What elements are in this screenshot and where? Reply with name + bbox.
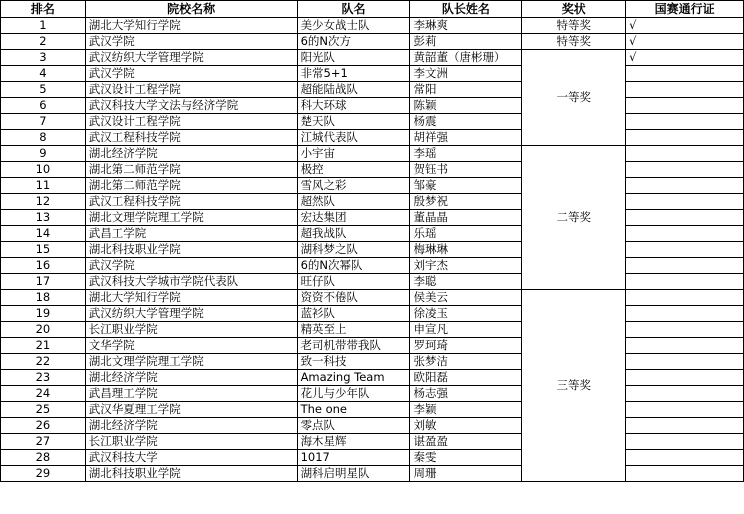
rank-cell[interactable]: 7 — [1, 114, 86, 130]
school-cell[interactable]: 湖北经济学院 — [85, 146, 297, 162]
school-cell[interactable]: 湖北科技职业学院 — [85, 466, 297, 482]
table-row — [1, 146, 744, 162]
cert-cell[interactable] — [626, 290, 744, 306]
school-cell[interactable]: 武汉工程科技学院 — [85, 194, 297, 210]
table-row — [1, 226, 744, 242]
team-cell[interactable]: 致一科技 — [297, 354, 410, 370]
school-cell[interactable]: 武汉学院 — [85, 66, 297, 82]
header-school[interactable]: 院校名称 — [85, 1, 297, 18]
rank-cell[interactable]: 14 — [1, 226, 86, 242]
captain-cell[interactable]: 黄韶董（唐彬珊） — [410, 50, 522, 66]
table-row — [1, 258, 744, 274]
captain-cell[interactable]: 乐瑶 — [410, 226, 522, 242]
award-first-place[interactable]: 一等奖 — [522, 50, 626, 146]
captain-cell[interactable]: 殷梦祝 — [410, 194, 522, 210]
header-award[interactable]: 奖状 — [522, 1, 626, 18]
captain-cell[interactable]: 刘宇杰 — [410, 258, 522, 274]
school-cell[interactable]: 武汉纺织大学管理学院 — [85, 50, 297, 66]
team-cell[interactable]: 1017 — [297, 450, 410, 466]
school-cell[interactable]: 湖北经济学院 — [85, 418, 297, 434]
cert-cell[interactable] — [626, 402, 744, 418]
team-cell[interactable]: 旺仔队 — [297, 274, 410, 290]
table-row — [1, 210, 744, 226]
captain-cell[interactable]: 张梦洁 — [410, 354, 522, 370]
captain-cell[interactable]: 秦雯 — [410, 450, 522, 466]
header-captain[interactable]: 队长姓名 — [410, 1, 522, 18]
table-row — [1, 402, 744, 418]
team-cell[interactable]: 阳光队 — [297, 50, 410, 66]
rank-cell[interactable]: 15 — [1, 242, 86, 258]
rank-cell[interactable]: 19 — [1, 306, 86, 322]
captain-cell[interactable]: 陈颖 — [410, 98, 522, 114]
cert-cell[interactable] — [626, 130, 744, 146]
school-cell[interactable]: 长江职业学院 — [85, 322, 297, 338]
team-cell[interactable]: 6的N次方 — [297, 34, 410, 50]
rank-cell[interactable]: 4 — [1, 66, 86, 82]
team-cell[interactable]: 超然队 — [297, 194, 410, 210]
rank-cell[interactable]: 17 — [1, 274, 86, 290]
rank-cell[interactable]: 3 — [1, 50, 86, 66]
table-row — [1, 338, 744, 354]
school-cell[interactable]: 武昌工学院 — [85, 226, 297, 242]
table-row — [1, 306, 744, 322]
captain-cell[interactable]: 谌盈盈 — [410, 434, 522, 450]
captain-cell[interactable]: 彭莉 — [410, 34, 522, 50]
rank-cell[interactable]: 5 — [1, 82, 86, 98]
team-cell[interactable]: 极控 — [297, 162, 410, 178]
captain-cell[interactable]: 李颖 — [410, 402, 522, 418]
rank-cell[interactable]: 13 — [1, 210, 86, 226]
team-cell[interactable]: 湖科梦之队 — [297, 242, 410, 258]
team-cell[interactable]: 零点队 — [297, 418, 410, 434]
captain-cell[interactable]: 李聪 — [410, 274, 522, 290]
team-cell[interactable]: 6的N次幂队 — [297, 258, 410, 274]
rank-cell[interactable]: 26 — [1, 418, 86, 434]
award-cell[interactable]: 特等奖 — [522, 34, 626, 50]
team-cell[interactable]: 美少女战士队 — [297, 18, 410, 34]
cert-cell[interactable] — [626, 258, 744, 274]
school-cell[interactable]: 武汉学院 — [85, 34, 297, 50]
captain-cell[interactable]: 常阳 — [410, 82, 522, 98]
school-cell[interactable]: 武昌理工学院 — [85, 386, 297, 402]
captain-cell[interactable]: 李瑶 — [410, 146, 522, 162]
table-row — [1, 18, 744, 34]
cert-cell[interactable] — [626, 306, 744, 322]
table-row — [1, 418, 744, 434]
captain-cell[interactable]: 杨震 — [410, 114, 522, 130]
captain-cell[interactable]: 罗珂琦 — [410, 338, 522, 354]
cert-cell[interactable] — [626, 434, 744, 450]
school-cell[interactable]: 武汉纺织大学管理学院 — [85, 306, 297, 322]
award-third-place[interactable]: 三等奖 — [522, 290, 626, 482]
table-row — [1, 194, 744, 210]
cert-cell[interactable] — [626, 194, 744, 210]
cert-cell[interactable] — [626, 98, 744, 114]
team-cell[interactable]: 精英至上 — [297, 322, 410, 338]
team-cell[interactable]: 老司机带带我队 — [297, 338, 410, 354]
cert-cell[interactable] — [626, 66, 744, 82]
rank-cell[interactable]: 25 — [1, 402, 86, 418]
captain-cell[interactable]: 徐凌玉 — [410, 306, 522, 322]
team-cell[interactable]: 雪风之彩 — [297, 178, 410, 194]
rank-cell[interactable]: 11 — [1, 178, 86, 194]
rank-cell[interactable]: 29 — [1, 466, 86, 482]
table-row — [1, 50, 744, 66]
rank-cell[interactable]: 18 — [1, 290, 86, 306]
school-cell[interactable]: 湖北文理学院理工学院 — [85, 354, 297, 370]
cert-cell[interactable]: √ — [626, 18, 744, 34]
rank-cell[interactable]: 27 — [1, 434, 86, 450]
school-cell[interactable]: 湖北文理学院理工学院 — [85, 210, 297, 226]
table-row — [1, 274, 744, 290]
school-cell[interactable]: 湖北第二师范学院 — [85, 178, 297, 194]
team-cell[interactable]: 超能陆战队 — [297, 82, 410, 98]
table-row — [1, 66, 744, 82]
table-row — [1, 178, 744, 194]
captain-cell[interactable]: 申宣凡 — [410, 322, 522, 338]
award-second-place[interactable]: 二等奖 — [522, 146, 626, 290]
captain-cell[interactable]: 刘敏 — [410, 418, 522, 434]
table-row — [1, 162, 744, 178]
school-cell[interactable]: 武汉设计工程学院 — [85, 114, 297, 130]
cert-cell[interactable] — [626, 162, 744, 178]
table-row — [1, 450, 744, 466]
school-cell[interactable]: 长江职业学院 — [85, 434, 297, 450]
team-cell[interactable]: 江城代表队 — [297, 130, 410, 146]
cert-cell[interactable] — [626, 370, 744, 386]
table-row — [1, 114, 744, 130]
rank-cell[interactable]: 12 — [1, 194, 86, 210]
header-team[interactable]: 队名 — [297, 1, 410, 18]
cert-cell[interactable] — [626, 146, 744, 162]
table-row — [1, 242, 744, 258]
captain-cell[interactable]: 胡祥强 — [410, 130, 522, 146]
table-row — [1, 34, 744, 50]
rank-cell[interactable]: 10 — [1, 162, 86, 178]
school-cell[interactable]: 湖北大学知行学院 — [85, 18, 297, 34]
rank-cell[interactable]: 23 — [1, 370, 86, 386]
captain-cell[interactable]: 梅琳琳 — [410, 242, 522, 258]
school-cell[interactable]: 湖北科技职业学院 — [85, 242, 297, 258]
rank-cell[interactable]: 6 — [1, 98, 86, 114]
cert-cell[interactable] — [626, 322, 744, 338]
team-cell[interactable]: 小宇宙 — [297, 146, 410, 162]
rank-cell[interactable]: 21 — [1, 338, 86, 354]
cert-cell[interactable] — [626, 418, 744, 434]
team-cell[interactable]: 楚天队 — [297, 114, 410, 130]
team-cell[interactable]: 资资不倦队 — [297, 290, 410, 306]
team-cell[interactable]: 蓝衫队 — [297, 306, 410, 322]
cert-cell[interactable] — [626, 210, 744, 226]
cert-cell[interactable] — [626, 82, 744, 98]
cert-cell[interactable] — [626, 386, 744, 402]
cert-cell[interactable] — [626, 354, 744, 370]
rank-cell[interactable]: 1 — [1, 18, 86, 34]
cert-cell[interactable] — [626, 178, 744, 194]
captain-cell[interactable]: 董晶晶 — [410, 210, 522, 226]
school-cell[interactable]: 湖北大学知行学院 — [85, 290, 297, 306]
team-cell[interactable]: The one — [297, 402, 410, 418]
cert-cell[interactable] — [626, 114, 744, 130]
team-cell[interactable]: 科大环球 — [297, 98, 410, 114]
table-row — [1, 354, 744, 370]
school-cell[interactable]: 武汉设计工程学院 — [85, 82, 297, 98]
captain-cell[interactable]: 周珊 — [410, 466, 522, 482]
school-cell[interactable]: 武汉工程科技学院 — [85, 130, 297, 146]
table-row — [1, 82, 744, 98]
header-cert[interactable]: 国赛通行证 — [626, 1, 744, 18]
team-cell[interactable]: 湖科启明星队 — [297, 466, 410, 482]
captain-cell[interactable]: 侯美云 — [410, 290, 522, 306]
table-row — [1, 130, 744, 146]
table-row — [1, 322, 744, 338]
cert-cell[interactable]: √ — [626, 50, 744, 66]
cert-cell[interactable] — [626, 274, 744, 290]
rank-cell[interactable]: 24 — [1, 386, 86, 402]
school-cell[interactable]: 湖北经济学院 — [85, 370, 297, 386]
cert-cell[interactable] — [626, 226, 744, 242]
table-row — [1, 98, 744, 114]
rank-cell[interactable]: 20 — [1, 322, 86, 338]
table-row — [1, 290, 744, 306]
team-cell[interactable]: 海木星辉 — [297, 434, 410, 450]
captain-cell[interactable]: 李文洲 — [410, 66, 522, 82]
cert-cell[interactable] — [626, 450, 744, 466]
header-row — [1, 1, 744, 18]
rank-cell[interactable]: 9 — [1, 146, 86, 162]
rank-cell[interactable]: 8 — [1, 130, 86, 146]
table-row — [1, 466, 744, 482]
team-cell[interactable]: 非常5+1 — [297, 66, 410, 82]
award-cell[interactable]: 特等奖 — [522, 18, 626, 34]
team-cell[interactable]: Amazing Team — [297, 370, 410, 386]
team-cell[interactable]: 超我战队 — [297, 226, 410, 242]
cert-cell[interactable] — [626, 242, 744, 258]
rank-cell[interactable]: 28 — [1, 450, 86, 466]
team-cell[interactable]: 花儿与少年队 — [297, 386, 410, 402]
table-row — [1, 434, 744, 450]
captain-cell[interactable]: 贺钰书 — [410, 162, 522, 178]
table-row — [1, 386, 744, 402]
team-cell[interactable]: 宏达集团 — [297, 210, 410, 226]
cert-cell[interactable] — [626, 338, 744, 354]
table-row — [1, 370, 744, 386]
school-cell[interactable]: 武汉科技大学文法与经济学院 — [85, 98, 297, 114]
school-cell[interactable]: 湖北第二师范学院 — [85, 162, 297, 178]
school-cell[interactable]: 武汉科技大学 — [85, 450, 297, 466]
header-rank[interactable]: 排名 — [1, 1, 86, 18]
cert-cell[interactable] — [626, 466, 744, 482]
school-cell[interactable]: 武汉华夏理工学院 — [85, 402, 297, 418]
rank-cell[interactable]: 16 — [1, 258, 86, 274]
captain-cell[interactable]: 李琳爽 — [410, 18, 522, 34]
school-cell[interactable]: 武汉学院 — [85, 258, 297, 274]
school-cell[interactable]: 文华学院 — [85, 338, 297, 354]
captain-cell[interactable]: 杨志强 — [410, 386, 522, 402]
rank-cell[interactable]: 2 — [1, 34, 86, 50]
cert-cell[interactable]: √ — [626, 34, 744, 50]
school-cell[interactable]: 武汉科技大学城市学院代表队 — [85, 274, 297, 290]
captain-cell[interactable]: 邹豪 — [410, 178, 522, 194]
rank-cell[interactable]: 22 — [1, 354, 86, 370]
captain-cell[interactable]: 欧阳磊 — [410, 370, 522, 386]
